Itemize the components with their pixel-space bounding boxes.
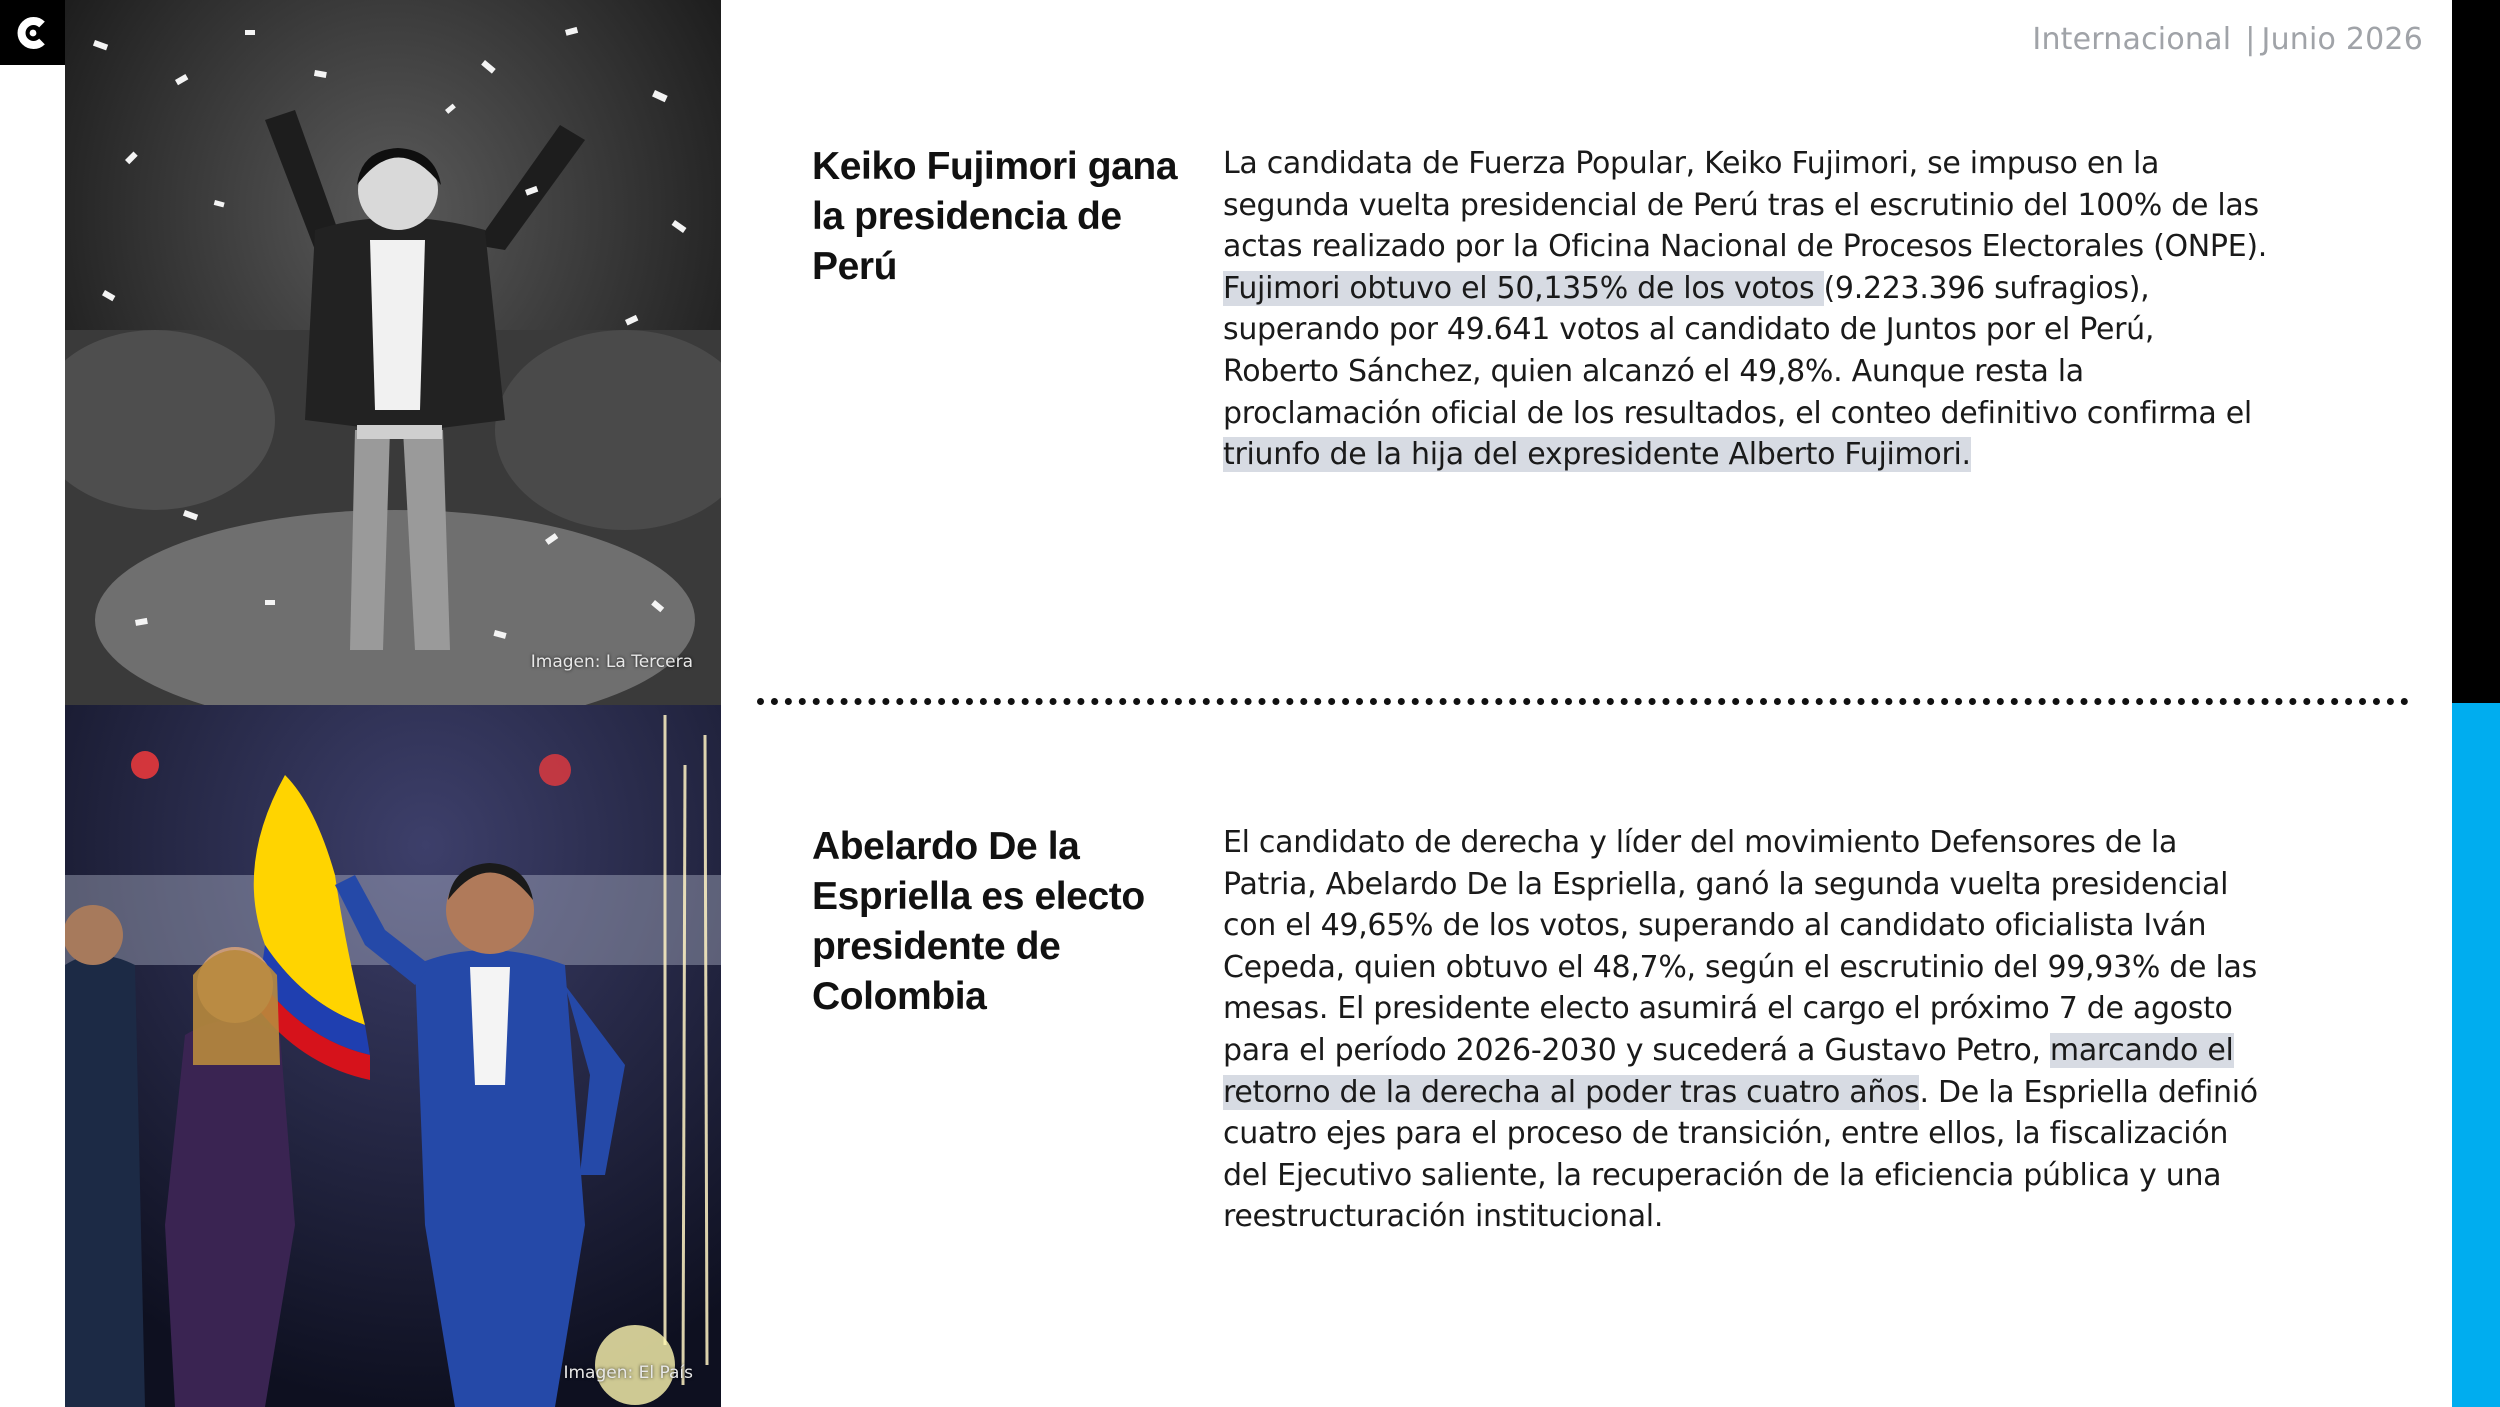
header-separator: | — [2245, 22, 2256, 57]
section-date-header — [2032, 22, 2423, 57]
story1-photo-illustration — [65, 0, 721, 705]
story1-photo — [65, 0, 721, 705]
story2-photo-illustration — [65, 705, 721, 1407]
story2-body-text: El candidato de derecha y líder del movimiento Defensores de la Patria, Abelardo De la Espriella, ganó la segunda vuelta presidencial con el 49,65% de los votos, superando al candidato oficialista Iván Cepeda, quien obtuvo el 48,7%, según el escrutinio del 99,93% de las mesas. El presidente electo asumirá el cargo el próximo 7 de agosto para el período 2026-2030 y sucederá a Gustavo Petro, — [1223, 825, 2257, 1068]
section-label: Internacional — [2032, 22, 2232, 57]
story1-headline: Keiko Fujimori gana la presidencia de Perú — [812, 145, 1178, 288]
story2-photo-credit: Imagen: El País — [563, 1363, 693, 1383]
story2-photo — [65, 705, 721, 1407]
story1-highlight-triumph: triunfo de la hija del expresidente Alberto Fujimori. — [1223, 437, 1971, 473]
story2-highlight-return: marcando el retorno de la derecha al poder tras cuatro años — [1223, 1032, 2234, 1110]
story1-highlight-votes: Fujimori obtuvo el 50,135% de los votos — [1223, 270, 1824, 306]
story1-body-text-cont: (9.223.396 sufragios), superando por 49.641 votos al candidato de Juntos por el Perú, Roberto Sánchez, quien alcanzó el 49,8%. Aunque resta la proclamación oficial de los resultados, el conteo definitivo confirma el — [1223, 270, 2252, 431]
story1-body-text: La candidata de Fuerza Popular, Keiko Fujimori, se impuso en la segunda vuelta presidencial de Perú tras el escrutinio del 100% de las actas realizado por la Oficina Nacional de Procesos Electorales (ONPE). — [1223, 146, 2268, 265]
story2-body — [1223, 822, 2278, 1238]
section-divider — [757, 698, 2409, 705]
story1-body — [1223, 143, 2278, 476]
c-logo-icon — [11, 11, 55, 55]
story2-body-text-cont: . De la Espriella definió cuatro ejes para el proceso de transición, entre ellos, la fiscalización del Ejecutivo saliente, la recuperación de la eficiencia pública y una reestructuración institucional. — [1223, 1074, 2258, 1235]
issue-date: Junio 2026 — [2261, 22, 2423, 57]
story1-photo-credit: Imagen: La Tercera — [530, 652, 693, 672]
story2-headline: Abelardo De la Espriella es electo presidente de Colombia — [812, 825, 1145, 1018]
side-bar-black — [2452, 0, 2500, 703]
side-bar-blue — [2452, 703, 2500, 1407]
brand-logo — [0, 0, 65, 65]
